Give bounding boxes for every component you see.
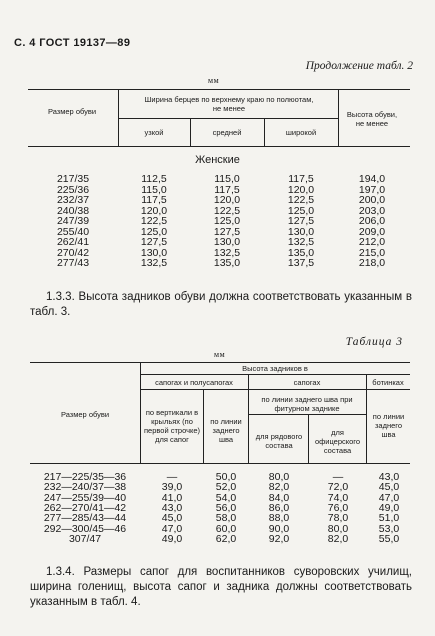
table3-cell-value: 84,0 bbox=[268, 491, 290, 504]
table3-cell-value: 62,0 bbox=[215, 532, 237, 545]
table3-cell-value: 72,0 bbox=[327, 481, 349, 494]
table2-cell-size: 255/40 bbox=[56, 225, 90, 238]
table3-cell-size: 232—240/37—38 bbox=[43, 481, 127, 494]
table2-unit: мм bbox=[208, 76, 220, 85]
table2-cell-value: 127,5 bbox=[213, 225, 241, 238]
paragraph-1-3-4: 1.3.4. Размеры сапог для воспитанников суворовских училищ, ширина голенищ, высота сапог и задника должны соответствовать указанным в табл. 4. bbox=[30, 566, 412, 608]
table2-cell-value: 215,0 bbox=[358, 246, 386, 259]
table2-cell-value: 135,0 bbox=[213, 257, 241, 269]
table2-col-divider bbox=[338, 89, 339, 146]
table2-cell-value: 127,5 bbox=[287, 215, 315, 227]
table3-header-size: Размер обуви bbox=[60, 410, 110, 419]
table3-cell-value: 55,0 bbox=[378, 532, 400, 545]
table2-header-medium: средней bbox=[212, 128, 242, 137]
table3-cell-value: 49,0 bbox=[161, 532, 183, 545]
table2-cell-size: 270/42 bbox=[56, 246, 90, 259]
table2-cell-size: 262/41 bbox=[56, 236, 90, 248]
table2-cell-size: 232/37 bbox=[56, 194, 90, 206]
table2-cell-value: 117,5 bbox=[141, 194, 167, 206]
table3-cell-value: 80,0 bbox=[327, 522, 349, 535]
table3-cell-value: 52,0 bbox=[215, 481, 237, 494]
table2-cell-size: 225/36 bbox=[56, 183, 90, 196]
table2-cell-value: 122,5 bbox=[287, 194, 315, 206]
table2-cell-value: 135,0 bbox=[287, 246, 315, 259]
table3-header-officer: для офицерского состава bbox=[314, 428, 361, 455]
paragraph-1-3-3: 1.3.3. Высота задников обуви должна соответствовать указанным в табл. 3. bbox=[30, 291, 412, 318]
table3-cell-value: 80,0 bbox=[268, 471, 290, 483]
table3-cell-value: 51,0 bbox=[378, 512, 400, 525]
table3-cell-size: 307/47 bbox=[68, 532, 102, 545]
table3-cell-value: 82,0 bbox=[268, 481, 290, 494]
table2-cell-value: 127,5 bbox=[140, 236, 168, 248]
table3-cell-size: 217—225/35—36 bbox=[43, 471, 127, 483]
table3-cell-value: 86,0 bbox=[268, 501, 290, 514]
table2-cell-value: 120,0 bbox=[287, 183, 315, 196]
table3-header-boots-seam: по линии заднего шва bbox=[372, 412, 405, 439]
table2-cell-value: 125,0 bbox=[140, 225, 168, 238]
table2-cell-value: 197,0 bbox=[358, 183, 386, 196]
table3-header-fitted: по линии заднего шва при фитурном заднике bbox=[261, 395, 353, 413]
table2-cell-value: 218,0 bbox=[358, 257, 386, 269]
table3-header-group2: сапогах bbox=[293, 378, 321, 387]
table3-header-rank: для рядового состава bbox=[255, 432, 303, 450]
table2-cell-value: 115,0 bbox=[141, 183, 167, 196]
table2-col-divider bbox=[190, 118, 191, 146]
table2-cell-value: 122,5 bbox=[213, 204, 241, 217]
table2-cell-value: 130,0 bbox=[213, 236, 241, 248]
table3-cell-value: 58,0 bbox=[215, 512, 237, 525]
table2-cell-value: 115,0 bbox=[214, 173, 240, 185]
table2-header-narrow: узкой bbox=[144, 128, 164, 137]
table2-cell-value: 112,5 bbox=[141, 173, 167, 185]
table3-cell-value: 43,0 bbox=[161, 501, 183, 514]
table3-cell-size: 247—255/39—40 bbox=[43, 491, 127, 504]
table2-cell-value: 122,5 bbox=[140, 215, 168, 227]
table2-header-height: Высота обуви, не менее bbox=[346, 110, 398, 128]
table3-cell-value: — bbox=[332, 471, 344, 483]
table3-col-divider bbox=[203, 389, 204, 463]
table3-cell-value: 92,0 bbox=[268, 532, 290, 545]
table3-col-divider bbox=[248, 374, 249, 463]
table2-group-rule bbox=[118, 118, 338, 119]
table2-cell-size: 217/35 bbox=[56, 173, 90, 185]
table3-cell-value: 47,0 bbox=[161, 522, 183, 535]
table3-cell-value: 53,0 bbox=[378, 522, 400, 535]
table2-cell-value: 132,5 bbox=[287, 236, 315, 248]
table2-cell-value: 120,0 bbox=[213, 194, 241, 206]
table2-cell-value: 125,0 bbox=[213, 215, 241, 227]
table3-cell-value: 88,0 bbox=[268, 512, 290, 525]
table3-cell-value: 82,0 bbox=[327, 532, 349, 545]
table2-section-women: Женские bbox=[195, 154, 240, 166]
table2-cell-value: 120,0 bbox=[140, 204, 168, 217]
table3-header-group1: сапогах и полусапогах bbox=[155, 378, 233, 387]
table3-cell-size: 262—270/41—42 bbox=[43, 501, 127, 514]
table3-cell-value: 56,0 bbox=[215, 501, 237, 514]
table3-cell-size: 277—285/43—44 bbox=[43, 512, 127, 525]
table3-cell-size: 292—300/45—46 bbox=[43, 522, 127, 535]
table3-cell-value: 41,0 bbox=[161, 491, 183, 504]
table2-cell-value: 203,0 bbox=[358, 204, 386, 217]
table3-cell-value: 60,0 bbox=[215, 522, 237, 535]
table2-header-size: Размер обуви bbox=[47, 107, 97, 116]
table2-cell-value: 206,0 bbox=[358, 215, 386, 227]
table3-cell-value: 76,0 bbox=[327, 501, 349, 514]
table2-cell-value: 130,0 bbox=[140, 246, 168, 259]
table3-header-group3: ботинках bbox=[372, 378, 404, 387]
table2-cell-value: 200,0 bbox=[358, 194, 386, 206]
table2-col-divider bbox=[118, 89, 119, 146]
table3-cell-value: 90,0 bbox=[268, 522, 290, 535]
table3-title: Таблица 3 bbox=[345, 336, 403, 348]
table3-cell-value: 45,0 bbox=[161, 512, 183, 525]
table3-header-top: Высота задников в bbox=[242, 364, 308, 373]
table2-cell-value: 194,0 bbox=[358, 173, 386, 185]
table2-cell-value: 212,0 bbox=[358, 236, 386, 248]
table3-cell-value: 45,0 bbox=[378, 481, 400, 494]
table2-cell-size: 277/43 bbox=[56, 257, 90, 269]
table3-cell-value: 39,0 bbox=[161, 481, 183, 494]
table3-cell-value: 54,0 bbox=[215, 491, 237, 504]
table3-rule bbox=[140, 389, 410, 390]
table3-cell-value: 43,0 bbox=[378, 471, 400, 483]
table3-cell-value: 50,0 bbox=[215, 471, 237, 483]
table2-cell-size: 240/38 bbox=[56, 204, 90, 217]
table2-cell-value: 117,5 bbox=[214, 183, 240, 196]
table2-header-width-group: Ширина берцев по верхнему краю по полюотам, не менее bbox=[144, 95, 314, 113]
table2-top-rule bbox=[28, 89, 410, 90]
table3-header-rule bbox=[30, 463, 410, 464]
table2-cell-value: 117,5 bbox=[288, 173, 314, 185]
table2-cell-value: 125,0 bbox=[287, 204, 315, 217]
table3-cell-value: 74,0 bbox=[327, 491, 349, 504]
table3-header-vertical: по вертикали в крыльях (по первой строчке) для сапог bbox=[143, 408, 201, 444]
table2-cell-value: 137,5 bbox=[287, 257, 315, 269]
table3-cell-value: 47,0 bbox=[378, 491, 400, 504]
table2-cell-size: 247/39 bbox=[56, 215, 90, 227]
table2-header-wide: широкой bbox=[285, 128, 317, 137]
table2-cell-value: 132,5 bbox=[213, 246, 241, 259]
table3-header-back-seam: по линии заднего шва bbox=[210, 417, 242, 444]
table2-cell-value: 132,5 bbox=[140, 257, 168, 269]
table3-cell-value: 49,0 bbox=[378, 501, 400, 514]
table3-rule bbox=[248, 414, 366, 415]
table2-cell-value: 130,0 bbox=[287, 225, 315, 238]
table2-header-rule bbox=[28, 146, 410, 147]
table3-top-rule bbox=[30, 362, 410, 363]
table3-cell-value: 78,0 bbox=[327, 512, 349, 525]
page-header: С. 4 ГОСТ 19137—89 bbox=[14, 37, 131, 49]
table3-rule bbox=[140, 374, 410, 375]
table3-unit: мм bbox=[214, 350, 226, 359]
table2-col-divider bbox=[264, 118, 265, 146]
table3-cell-value: — bbox=[166, 471, 178, 483]
table-continuation-label: Продолжение табл. 2 bbox=[305, 60, 413, 72]
table2-cell-value: 209,0 bbox=[358, 225, 386, 238]
